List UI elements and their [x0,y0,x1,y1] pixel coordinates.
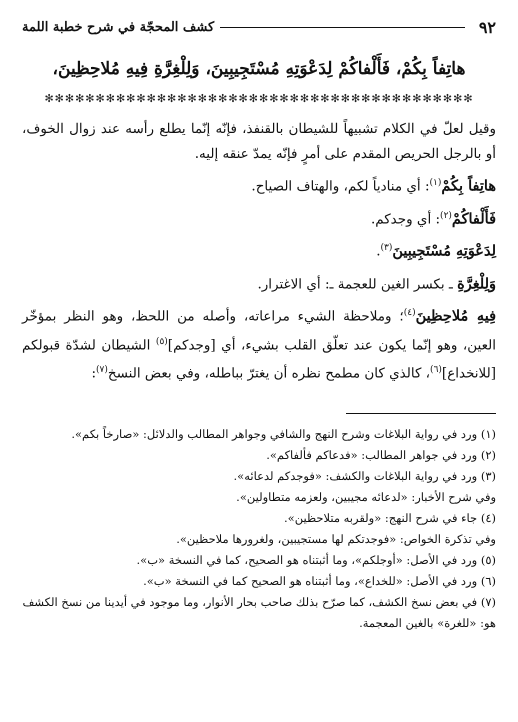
footnote-1 [22,424,496,445]
entry-4 [22,269,496,298]
entry-term: وَلِلْغِرَّةِ [457,275,496,292]
footnote-text: ورد في رواية البلاغات والكشف: «فوجدكم لدعائه». [233,468,478,483]
footnote-number: (٧) [480,594,496,609]
footnote-3 [22,466,496,487]
star-divider: ✻✻✻✻✻✻✻✻✻✻✻✻✻✻✻✻✻✻✻✻✻✻✻✻✻✻✻✻✻✻✻✻✻✻✻✻✻✻✻✻✻✻ [44,92,474,105]
footnote-mark: (٣) [380,243,393,253]
footnote-6 [22,571,496,592]
entry-term: لِدَعْوَتِهِ مُسْتَجِيبِينَ [392,242,496,260]
footnote-2 [22,445,496,466]
running-title: كشف المحجّة في شرح خطبة اللمة [22,19,215,35]
page-number: ٩٢ [478,17,496,37]
footnote-text: جاء في شرح النهج: «ولقربه متلاحظين». [284,510,478,525]
entry-text: ـ بكسر الغين للعجمة ـ: أي الاغترار. [257,276,458,292]
footnote-number: (٥) [480,552,496,567]
footnote-text: وفي تذكرة الخواص: «فوجدتكم لها مستجيبين، ولغرورها ملاحظين». [176,531,496,546]
footnote-4 [22,508,496,529]
entry-term: فَأَلْفاكُمْ [451,210,496,227]
footnote-text: ورد في الأصل: «للخداع»، وما أثبتناه هو الصحيح كما في النسخة «ب». [143,573,478,588]
footnote-number: (٦) [480,573,496,588]
footnote-number: (٢) [480,447,496,462]
footnote-number: (١) [480,426,496,441]
footnote-text: ورد في الأصل: «أوجلكم»، وما أثبتناه هو الصحيح، كما في النسخة «ب». [136,552,478,567]
footnote-7 [22,592,496,634]
entry-1 [22,171,496,200]
footnotes [22,424,496,634]
footnote-3-continued [22,487,496,508]
footnote-text: في بعض نسخ الكشف، كما صرّح بذلك صاحب بحار الأنوار، وما موجود في أيدينا من نسخ الكشف هو: «للغرة» بالغين المعجمة. [22,594,496,630]
commentary-body [22,117,496,387]
footnote-mark: (٧) [96,365,108,375]
header-rule [220,27,465,28]
paragraph-text: الشيطان لشدّة قبولكم [للانخداع] [22,337,496,382]
page-header [22,14,496,40]
entry-term: فِيهِ مُلاحِظِينَ [415,307,497,325]
footnote-number: (٤) [480,510,496,525]
entry-2 [22,204,496,233]
footnote-separator [346,413,496,414]
footnote-5 [22,550,496,571]
footnote-mark: (٢) [440,210,452,221]
footnote-mark: (٥) [155,336,168,347]
footnote-text: ورد في رواية البلاغات وشرح النهج والشافي وجواهر المطالب والدلائل: «صارخاً بكم». [71,426,478,441]
paragraph-mulahizin [22,301,496,387]
footnote-mark: (١) [429,178,442,188]
paragraph-text: ، كالذي كان مطمح نظره أن يغترّ بباطله، وفي بعض النسخ [107,365,431,382]
entry-term: هاتِفاً بِكُمْ [441,177,496,195]
entry-text: : أي منادياً لكم، والهتاف الصياح. [251,178,430,195]
entry-text: : أي وجدكم. [370,211,441,227]
footnote-mark: (٦) [430,365,442,375]
entry-text: . [376,243,381,260]
paragraph-text: ؛ وملاحظة الشيء مراعاته، وأصله من اللحظ، وهو النظر بمؤخّر العين، وهو إنّما يكون عند تعلّق القلب بشيء، أي [وجدكم] [22,308,497,353]
footnote-4-continued [22,529,496,550]
paragraph-text: : [91,365,97,382]
footnote-text: ورد في جواهر المطالب: «فدعاكم فألفاكم». [266,447,478,462]
verse-text: هاتِفاً بِكُمْ، فَأَلْفاكُمْ لِدَعْوَتِهِ مُسْتَجِيبِينَ، وَلِلْغِرَّةِ فِيهِ مُلاحِظِينَ، [52,59,466,79]
entry-3 [22,236,496,265]
paragraph-intro: وقيل لعلّ في الكلام تشبيهاً للشيطان بالقنفذ، فإنّه إنّما يطلع رأسه عند زوال الخوف، أو بالرجل الحريص المقدم على أمرٍ فإنّه يمدّ عنقه إليه. [22,121,496,162]
footnote-mark: (٤) [403,308,416,318]
footnote-text: وفي شرح الأخبار: «لدعائه مجيبين، ولعزمه متطاولين». [236,489,496,504]
footnote-number: (٣) [480,468,496,483]
